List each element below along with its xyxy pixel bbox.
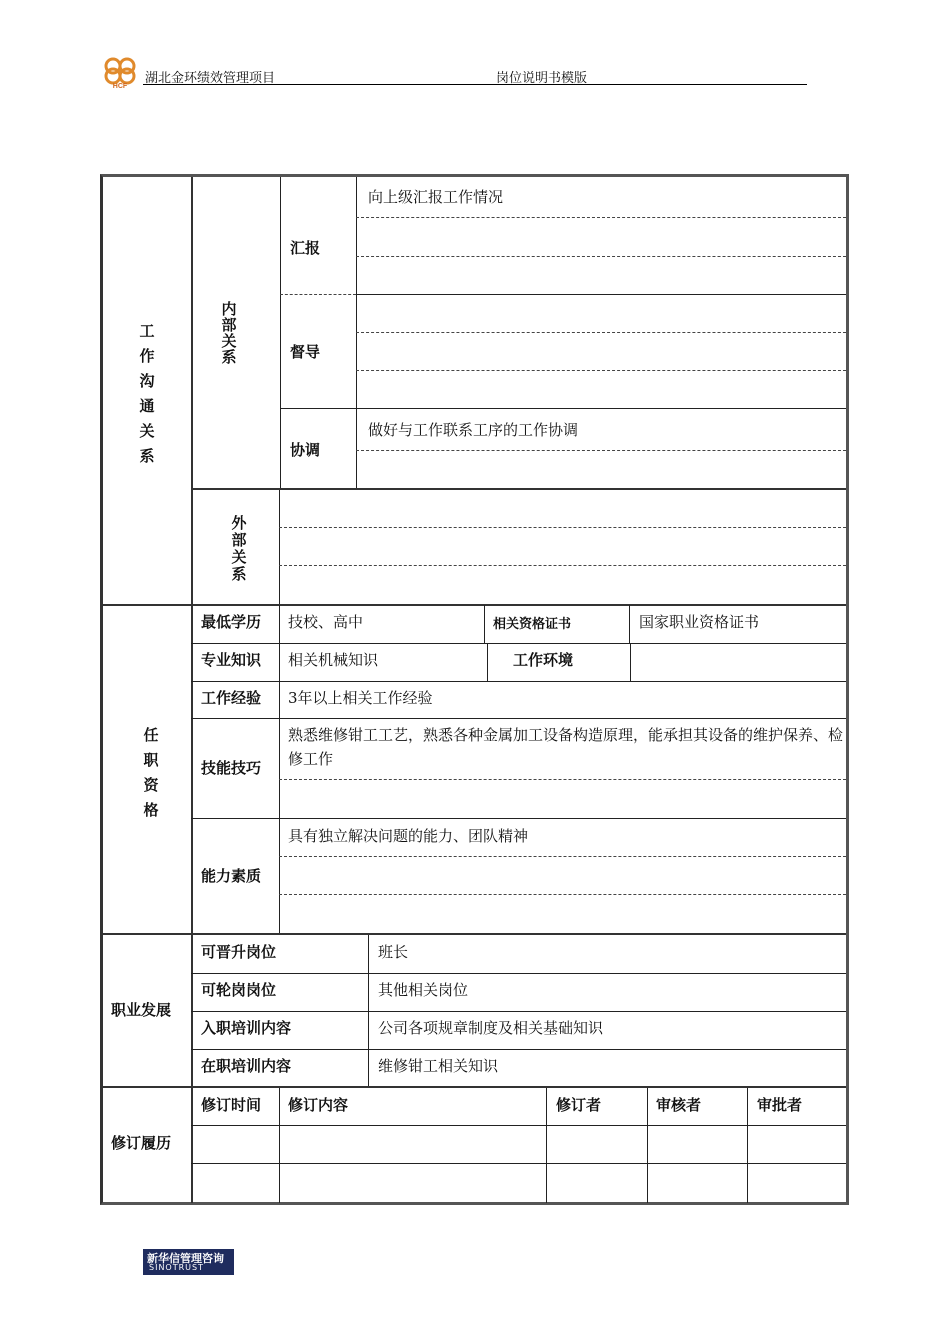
header-rule — [143, 84, 807, 85]
experience-value: 3年以上相关工作经验 — [288, 689, 433, 707]
rotation-label: 可轮岗岗位 — [201, 981, 277, 999]
section-career-label: 职业发展 — [111, 1001, 172, 1019]
hcf-logo — [100, 54, 140, 90]
onboard-training-label: 入职培训内容 — [201, 1019, 292, 1037]
external-relations-label: 外部关系 — [231, 514, 247, 583]
sinotrust-logo: 新华信管理咨询 SINOTRUST — [143, 1249, 234, 1275]
cert-value: 国家职业资格证书 — [639, 613, 760, 631]
revision-col-content: 修订内容 — [288, 1096, 349, 1114]
promotion-value: 班长 — [378, 943, 409, 961]
col-divider-internal — [280, 177, 281, 489]
onboard-training-value: 公司各项规章制度及相关基础知识 — [378, 1019, 604, 1037]
coordinate-label: 协调 — [290, 441, 321, 459]
revision-col-reviser: 修订者 — [556, 1096, 602, 1114]
knowledge-label: 专业知识 — [201, 651, 262, 669]
onjob-training-value: 维修钳工相关知识 — [378, 1057, 499, 1075]
environment-label: 工作环境 — [513, 651, 574, 669]
job-description-table — [100, 174, 849, 1205]
promotion-label: 可晋升岗位 — [201, 943, 277, 961]
internal-relations-label: 内部关系 — [221, 300, 237, 366]
report-label: 汇报 — [290, 239, 321, 257]
ability-label: 能力素质 — [201, 867, 262, 885]
svg-text:HCF: HCF — [112, 83, 128, 90]
section-revision-label: 修订履历 — [111, 1134, 172, 1152]
col-divider-external — [279, 489, 280, 605]
coordinate-text: 做好与工作联系工序的工作协调 — [368, 421, 579, 439]
knowledge-value: 相关机械知识 — [288, 651, 379, 669]
header-doc-title: 岗位说明书模版 — [496, 71, 588, 86]
report-text: 向上级汇报工作情况 — [368, 188, 504, 206]
cert-label: 相关资格证书 — [493, 617, 572, 632]
supervise-label: 督导 — [290, 343, 321, 361]
revision-col-time: 修订时间 — [201, 1096, 262, 1114]
section-qualifications-label: 任职资格 — [143, 726, 159, 819]
skills-label: 技能技巧 — [201, 759, 262, 777]
rotation-value: 其他相关岗位 — [378, 981, 469, 999]
education-label: 最低学历 — [201, 613, 262, 631]
education-value: 技校、高中 — [288, 613, 364, 631]
revision-col-approver: 审批者 — [757, 1096, 803, 1114]
revision-col-reviewer: 审核者 — [656, 1096, 702, 1114]
ability-value: 具有独立解决问题的能力、团队精神 — [288, 827, 529, 845]
onjob-training-label: 在职培训内容 — [201, 1057, 292, 1075]
header-project-title: 湖北金环绩效管理项目 — [145, 71, 276, 86]
skills-value: 熟悉维修钳工工艺，熟悉各种金属加工设备构造原理，能承担其设备的维护保养、检修工作 — [288, 726, 844, 768]
experience-label: 工作经验 — [201, 689, 262, 707]
section-communication-label: 工作沟通关系 — [139, 322, 155, 465]
col-divider-subtype — [356, 177, 357, 489]
